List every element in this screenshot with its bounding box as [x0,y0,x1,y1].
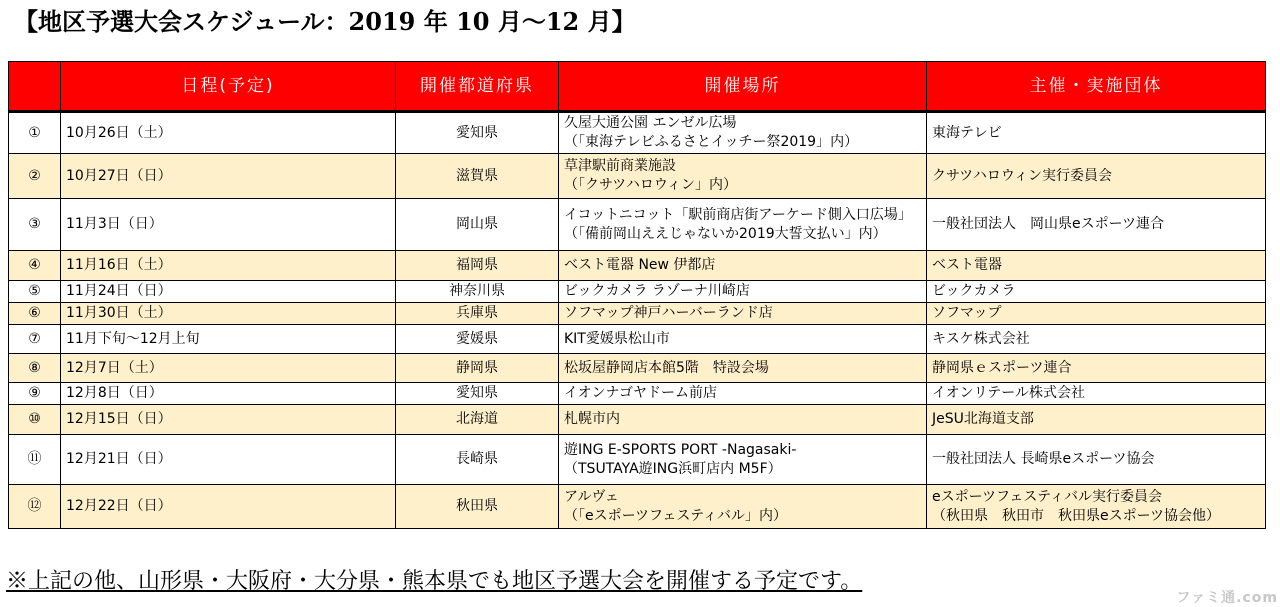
venue-cell [559,354,927,383]
venue-line: 松坂屋静岡店本館5階 特設会場 [564,359,769,376]
row-number: ⑧ [9,354,61,383]
venue-cell [559,281,927,303]
host-line: 東海テレビ [932,124,1002,141]
host-line: JeSU北海道支部 [932,411,1034,427]
venue-cell [559,303,927,325]
row-number: ③ [9,199,61,251]
date-cell: 12月22日（日） [61,485,396,529]
table-row [9,112,1266,154]
prefecture-cell: 滋賀県 [396,154,559,199]
venue-line: ソフマップ神戸ハーバーランド店 [564,305,773,321]
watermark-logo: ファミ通.com [1176,590,1278,606]
host-cell [927,435,1266,485]
venue-line: KIT愛媛県松山市 [564,330,670,347]
venue-line: ビックカメラ ラゾーナ川崎店 [564,283,750,299]
venue-cell [559,485,927,529]
host-line: キスケ株式会社 [932,330,1030,347]
date-cell: 12月7日（土） [61,354,396,383]
host-cell [927,383,1266,405]
prefecture-cell: 静岡県 [396,354,559,383]
table-row [9,199,1266,251]
date-cell: 11月3日（日） [61,199,396,251]
host-line: ビックカメラ [932,283,1016,299]
venue-cell [559,405,927,435]
host-cell [927,485,1266,529]
table-row [9,281,1266,303]
date-cell: 12月15日（日） [61,405,396,435]
row-number: ⑨ [9,383,61,405]
row-number: ② [9,154,61,199]
venue-line: （「備前岡山ええじゃないか2019大誓文払い」内） [564,225,887,242]
venue-cell [559,383,927,405]
table-row [9,325,1266,354]
prefecture-cell: 秋田県 [396,485,559,529]
venue-cell [559,199,927,251]
venue-line: イコットニコット「駅前商店街アーケード側入口広場」 [564,206,912,223]
table-row [9,383,1266,405]
date-cell: 11月24日（日） [61,281,396,303]
table-row [9,435,1266,485]
table-row [9,154,1266,199]
row-number: ① [9,112,61,154]
header-date: 日程(予定) [61,62,396,112]
prefecture-cell: 愛媛県 [396,325,559,354]
venue-line: （「eスポーツフェスティバル」内） [564,507,787,524]
host-line: （秋田県 秋田市 秋田県eスポーツ協会他） [932,507,1221,524]
row-number: ④ [9,251,61,281]
host-line: 一般社団法人 岡山県eスポーツ連合 [932,216,1165,232]
host-line: クサツハロウィン実行委員会 [932,167,1113,184]
venue-cell [559,435,927,485]
prefecture-cell: 福岡県 [396,251,559,281]
header-venue: 開催場所 [559,62,927,112]
venue-line: 札幌市内 [564,411,620,427]
date-cell: 10月27日（日） [61,154,396,199]
date-cell: 11月30日（土） [61,303,396,325]
venue-line: 久屋大通公園 エンゼル広場 [564,115,737,131]
header-num [9,62,61,112]
venue-line: （「東海テレビふるさとイッチー祭2019」内） [564,134,859,150]
venue-line: アルヴェ [564,488,619,505]
table-row [9,405,1266,435]
table-header-row [9,62,1266,112]
venue-line: （TSUTAYA遊ING浜町店内 M5F） [564,460,782,477]
header-prefecture: 開催都道府県 [396,62,559,112]
prefecture-cell: 神奈川県 [396,281,559,303]
host-cell [927,154,1266,199]
host-cell [927,251,1266,281]
venue-line: 草津駅前商業施設 [564,158,676,174]
venue-cell [559,251,927,281]
prefecture-cell: 兵庫県 [396,303,559,325]
prefecture-cell: 愛知県 [396,112,559,154]
table-row [9,485,1266,529]
host-line: ソフマップ [932,305,1002,321]
footer-note: ※上記の他、山形県・大阪府・大分県・熊本県でも地区予選大会を開催する予定です。 [6,569,863,594]
row-number: ⑥ [9,303,61,325]
venue-cell [559,154,927,199]
venue-line: ベスト電器 New 伊都店 [564,257,716,273]
date-cell: 12月21日（日） [61,435,396,485]
venue-line: 遊ING E-SPORTS PORT -Nagasaki- [564,441,797,458]
header-host: 主催・実施団体 [927,62,1266,112]
host-cell [927,325,1266,354]
venue-line: イオンナゴヤドーム前店 [564,385,718,401]
host-line: 静岡県ｅスポーツ連合 [932,359,1072,376]
host-cell [927,199,1266,251]
date-cell: 11月下旬〜12月上旬 [61,325,396,354]
row-number: ⑤ [9,281,61,303]
row-number: ⑩ [9,405,61,435]
prefecture-cell: 愛知県 [396,383,559,405]
row-number: ⑫ [9,485,61,529]
prefecture-cell: 長崎県 [396,435,559,485]
host-cell [927,303,1266,325]
row-number: ⑦ [9,325,61,354]
host-cell [927,112,1266,154]
row-number: ⑪ [9,435,61,485]
host-cell [927,354,1266,383]
prefecture-cell: 岡山県 [396,199,559,251]
schedule-table [8,61,1266,529]
date-cell: 12月8日（日） [61,383,396,405]
host-line: eスポーツフェスティバル実行委員会 [932,488,1162,505]
prefecture-cell: 北海道 [396,405,559,435]
venue-cell [559,112,927,154]
table-row [9,303,1266,325]
host-cell [927,281,1266,303]
host-line: ベスト電器 [932,257,1002,273]
venue-cell [559,325,927,354]
table-row [9,251,1266,281]
date-cell: 10月26日（土） [61,112,396,154]
date-cell: 11月16日（土） [61,251,396,281]
page-title: 【地区予選大会スケジュール：2019 年 10 月〜12 月】 [14,7,636,36]
table-row [9,354,1266,383]
host-line: 一般社団法人 長崎県eスポーツ協会 [932,451,1155,467]
host-line: イオンリテール株式会社 [932,385,1086,401]
venue-line: （「クサツハロウィン」内） [564,177,738,193]
host-cell [927,405,1266,435]
